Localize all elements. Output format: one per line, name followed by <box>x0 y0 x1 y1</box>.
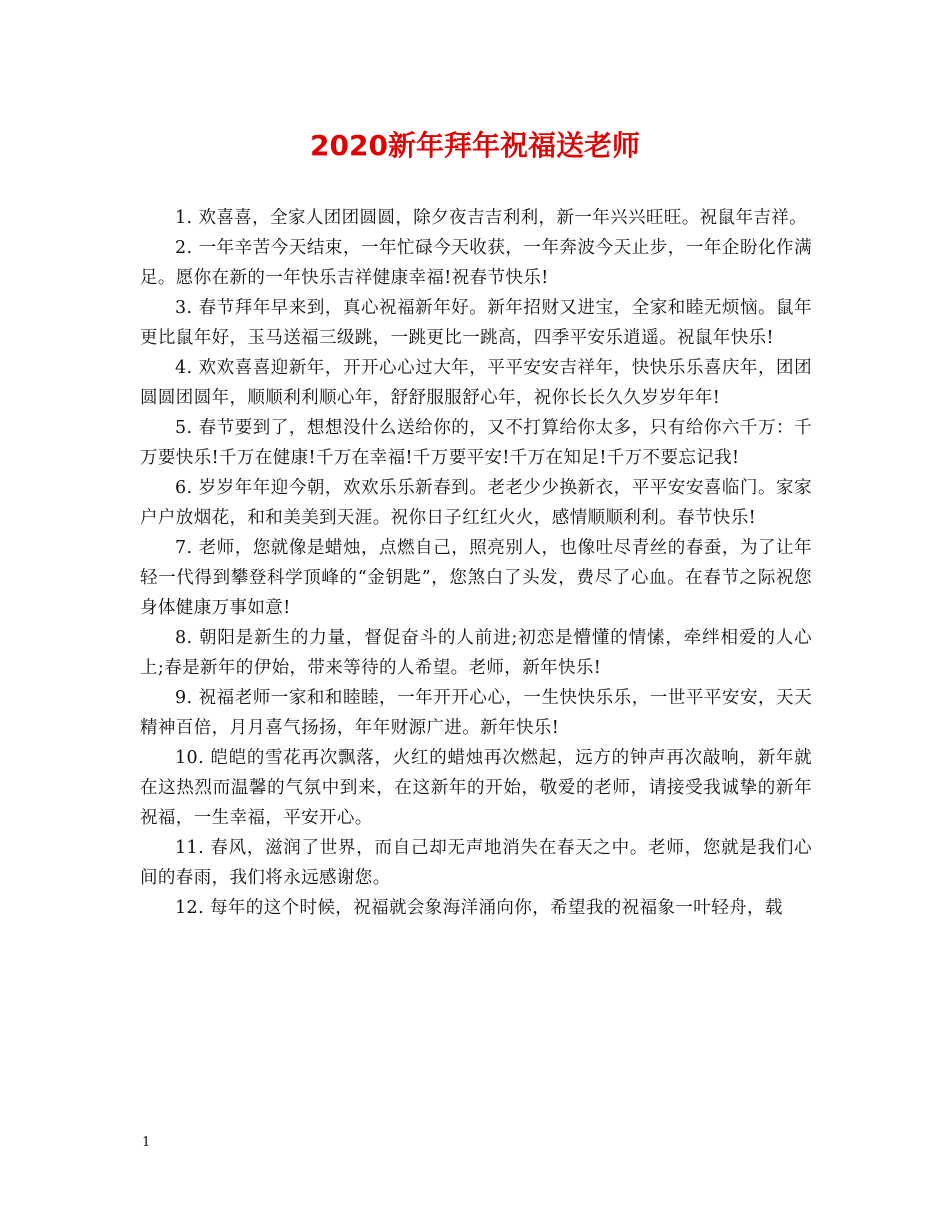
paragraph-3: 3. 春节拜年早来到，真心祝福新年好。新年招财又进宝，全家和睦无烦恼。鼠年更比鼠年好，玉马送福三级跳，一跳更比一跳高，四季平安乐逍遥。祝鼠年快乐! <box>140 298 812 348</box>
page-title: 2020新年拜年祝福送老师 <box>310 129 640 162</box>
paragraph-2: 2. 一年辛苦今天结束，一年忙碌今天收获，一年奔波今天止步，一年企盼化作满足。愿你在新的一年快乐吉祥健康幸福!祝春节快乐! <box>140 238 812 288</box>
paragraph-11: 11. 春风，滋润了世界，而自己却无声地消失在春天之中。老师，您就是我们心间的春雨，我们将永远感谢您。 <box>140 838 812 888</box>
paragraph-1: 1. 欢喜喜，全家人团团圆圆，除夕夜吉吉利利，新一年兴兴旺旺。祝鼠年吉祥。 <box>175 208 808 228</box>
paragraph-10: 10. 皑皑的雪花再次飘落，火红的蜡烛再次燃起，远方的钟声再次敲响，新年就在这热烈而温馨的气氛中到来，在这新年的开始，敬爱的老师，请接受我诚挚的新年祝福，一生幸福，平安开心。 <box>140 748 812 828</box>
paragraph-9: 9. 祝福老师一家和和睦睦，一年开开心心，一生快快乐乐，一世平平安安，天天精神百倍，月月喜气扬扬，年年财源广进。新年快乐! <box>140 688 812 738</box>
paragraph-12: 12. 每年的这个时候，祝福就会象海洋涌向你，希望我的祝福象一叶轻舟，载 <box>175 898 783 918</box>
page-number: 1 <box>142 1135 151 1150</box>
document-body <box>140 203 812 923</box>
paragraph-6: 6. 岁岁年年迎今朝，欢欢乐乐新春到。老老少少换新衣，平平安安喜临门。家家户户放烟花，和和美美到天涯。祝你日子红红火火，感情顺顺利利。春节快乐! <box>140 478 812 528</box>
paragraph-4: 4. 欢欢喜喜迎新年，开开心心过大年，平平安安吉祥年，快快乐乐喜庆年，团团圆圆团圆年，顺顺利利顺心年，舒舒服服舒心年，祝你长长久久岁岁年年! <box>140 358 812 408</box>
paragraph-5: 5. 春节要到了，想想没什么送给你的，又不打算给你太多，只有给你六千万：千万要快乐!千万在健康!千万在幸福!千万要平安!千万在知足!千万不要忘记我! <box>140 418 812 468</box>
paragraph-7: 7. 老师，您就像是蜡烛，点燃自己，照亮别人，也像吐尽青丝的春蚕，为了让年轻一代得到攀登科学顶峰的“金钥匙”，您煞白了头发，费尽了心血。在春节之际祝您身体健康万事如意! <box>140 538 812 618</box>
paragraph-8: 8. 朝阳是新生的力量，督促奋斗的人前进;初恋是懵懂的情愫，牵绊相爱的人心上;春是新年的伊始，带来等待的人希望。老师，新年快乐! <box>140 628 812 678</box>
